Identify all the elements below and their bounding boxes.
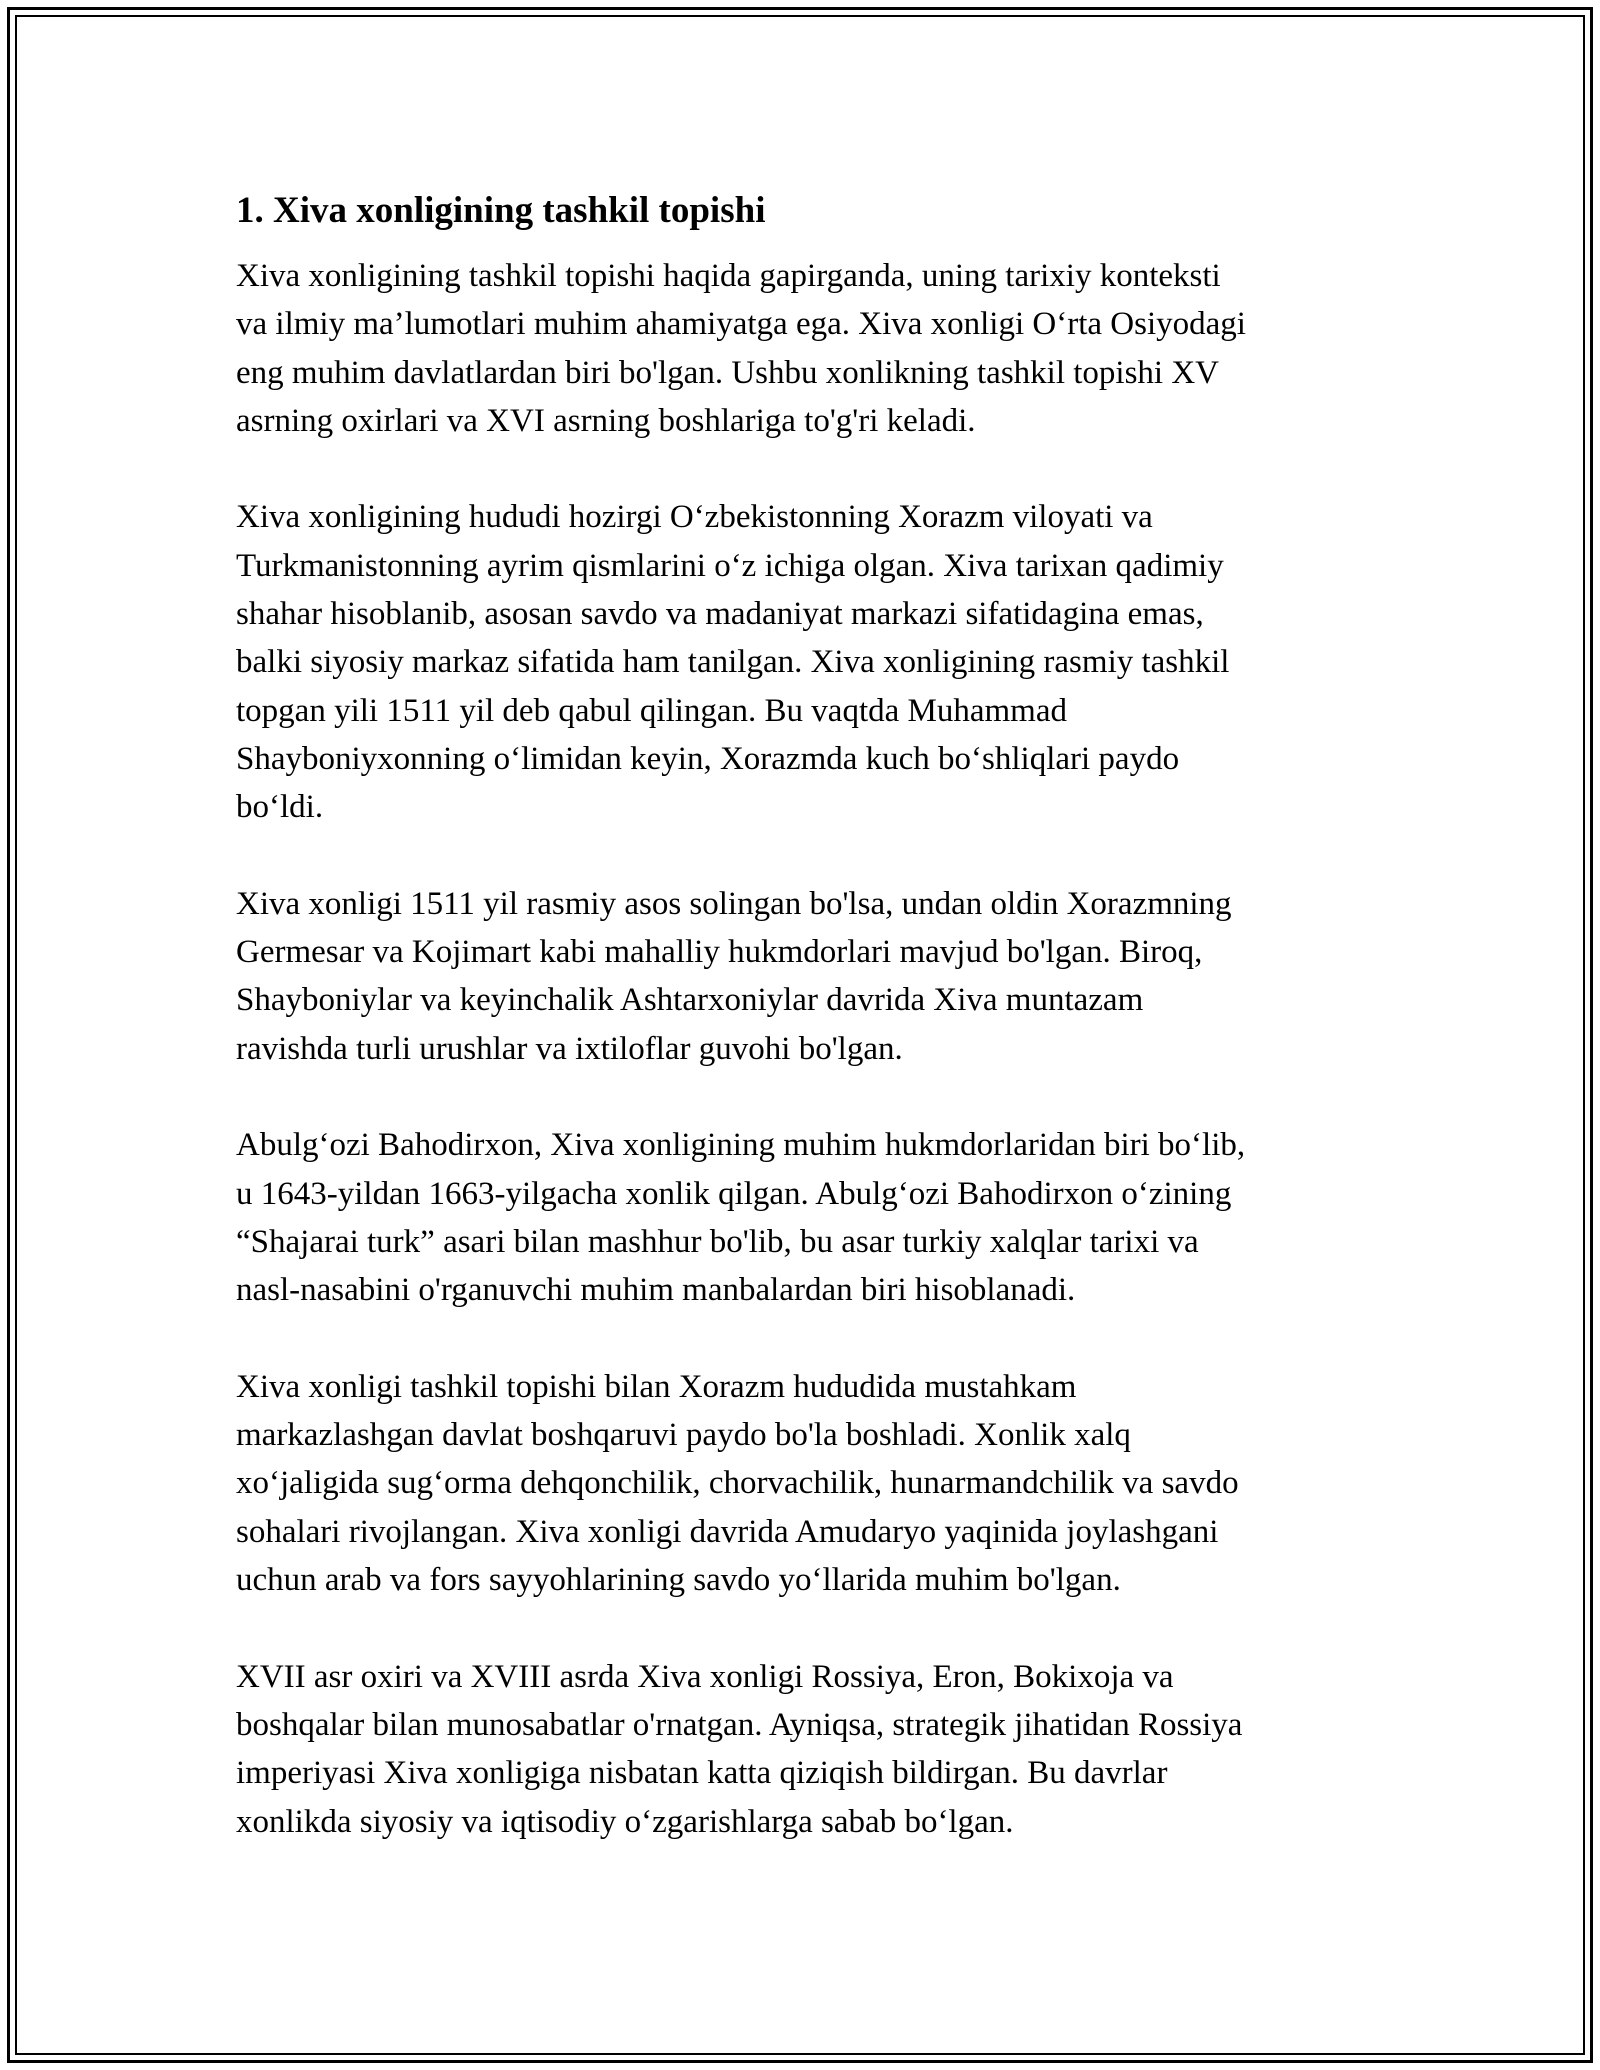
text-line: topgan yili 1511 yil deb qabul qilingan. Bu vaqtda Muhammad [236,692,1067,729]
text-line: XVII asr oxiri va XVIII asrda Xiva xonligi Rossiya, Eron, Bokixoja va [236,1658,1174,1695]
text-line: uchun arab va fors sayyohlarining savdo yo‘llarida muhim bo'lgan. [236,1562,1121,1599]
paragraph-4 [236,1121,1366,1314]
paragraph-5 [236,1363,1366,1604]
text-line: Abulg‘ozi Bahodirxon, Xiva xonligining muhim hukmdorlaridan biri bo‘lib, [236,1127,1246,1164]
document-body [236,186,1366,1894]
text-line: ravishda turli urushlar va ixtiloflar guvohi bo'lgan. [236,1030,903,1067]
text-line: “Shajarai turk” asari bilan mashhur bo'lib, bu asar turkiy xalqlar tarixi va [236,1223,1199,1260]
text-line: xonlikda siyosiy va iqtisodiy o‘zgarishlarga sabab bo‘lgan. [236,1803,1014,1840]
text-line: markazlashgan davlat boshqaruvi paydo bo'la boshladi. Xonlik xalq [236,1417,1131,1454]
section-heading: 1. Xiva xonligining tashkil topishi [236,190,766,231]
text-line: Xiva xonligining hududi hozirgi O‘zbekistonning Xorazm viloyati va [236,499,1153,536]
text-line: bo‘ldi. [236,789,324,826]
paragraph-1 [236,252,1366,445]
text-line: Germesar va Kojimart kabi mahalliy hukmdorlari mavjud bo'lgan. Biroq, [236,934,1203,971]
text-line: nasl-nasabini o'rganuvchi muhim manbalardan biri hisoblanadi. [236,1272,1076,1309]
text-line: xo‘jaligida sug‘orma dehqonchilik, chorvachilik, hunarmandchilik va savdo [236,1465,1239,1502]
text-line: Xiva xonligining tashkil topishi haqida gapirganda, uning tarixiy konteksti [236,258,1221,294]
text-line: eng muhim davlatlardan biri bo'lgan. Ushbu xonlikning tashkil topishi XV [236,354,1220,391]
paragraph-2 [236,493,1366,831]
text-line: balki siyosiy markaz sifatida ham tanilgan. Xiva xonligining rasmiy tashkil [236,644,1230,681]
text-line: va ilmiy ma’lumotlari muhim ahamiyatga ega. Xiva xonligi O‘rta Osiyodagi [236,306,1246,343]
text-line: Shayboniyxonning o‘limidan keyin, Xorazmda kuch bo‘shliqlari paydo [236,740,1180,777]
text-line: shahar hisoblanib, asosan savdo va madaniyat markazi sifatidagina emas, [236,596,1204,633]
text-line: Shayboniylar va keyinchalik Ashtarxoniylar davrida Xiva muntazam [236,982,1144,1019]
text-line: boshqalar bilan munosabatlar o'rnatgan. Ayniqsa, strategik jihatidan Rossiya [236,1706,1243,1743]
paragraph-3 [236,880,1366,1073]
text-line: Turkmanistonning ayrim qismlarini o‘z ichiga olgan. Xiva tarixan qadimiy [236,547,1224,584]
text-line: sohalari rivojlangan. Xiva xonligi davrida Amudaryo yaqinida joylashgani [236,1513,1219,1550]
text-line: Xiva xonligi 1511 yil rasmiy asos solingan bo'lsa, undan oldin Xorazmning [236,885,1232,922]
text-line: Xiva xonligi tashkil topishi bilan Xorazm hududida mustahkam [236,1368,1077,1405]
paragraph-6 [236,1653,1366,1846]
text-line: imperiyasi Xiva xonligiga nisbatan katta qiziqish bildirgan. Bu davrlar [236,1755,1168,1792]
text-line: u 1643-yildan 1663-yilgacha xonlik qilgan. Abulg‘ozi Bahodirxon o‘zining [236,1175,1232,1212]
text-line: asrning oxirlari va XVI asrning boshlariga to'g'ri keladi. [236,402,976,439]
